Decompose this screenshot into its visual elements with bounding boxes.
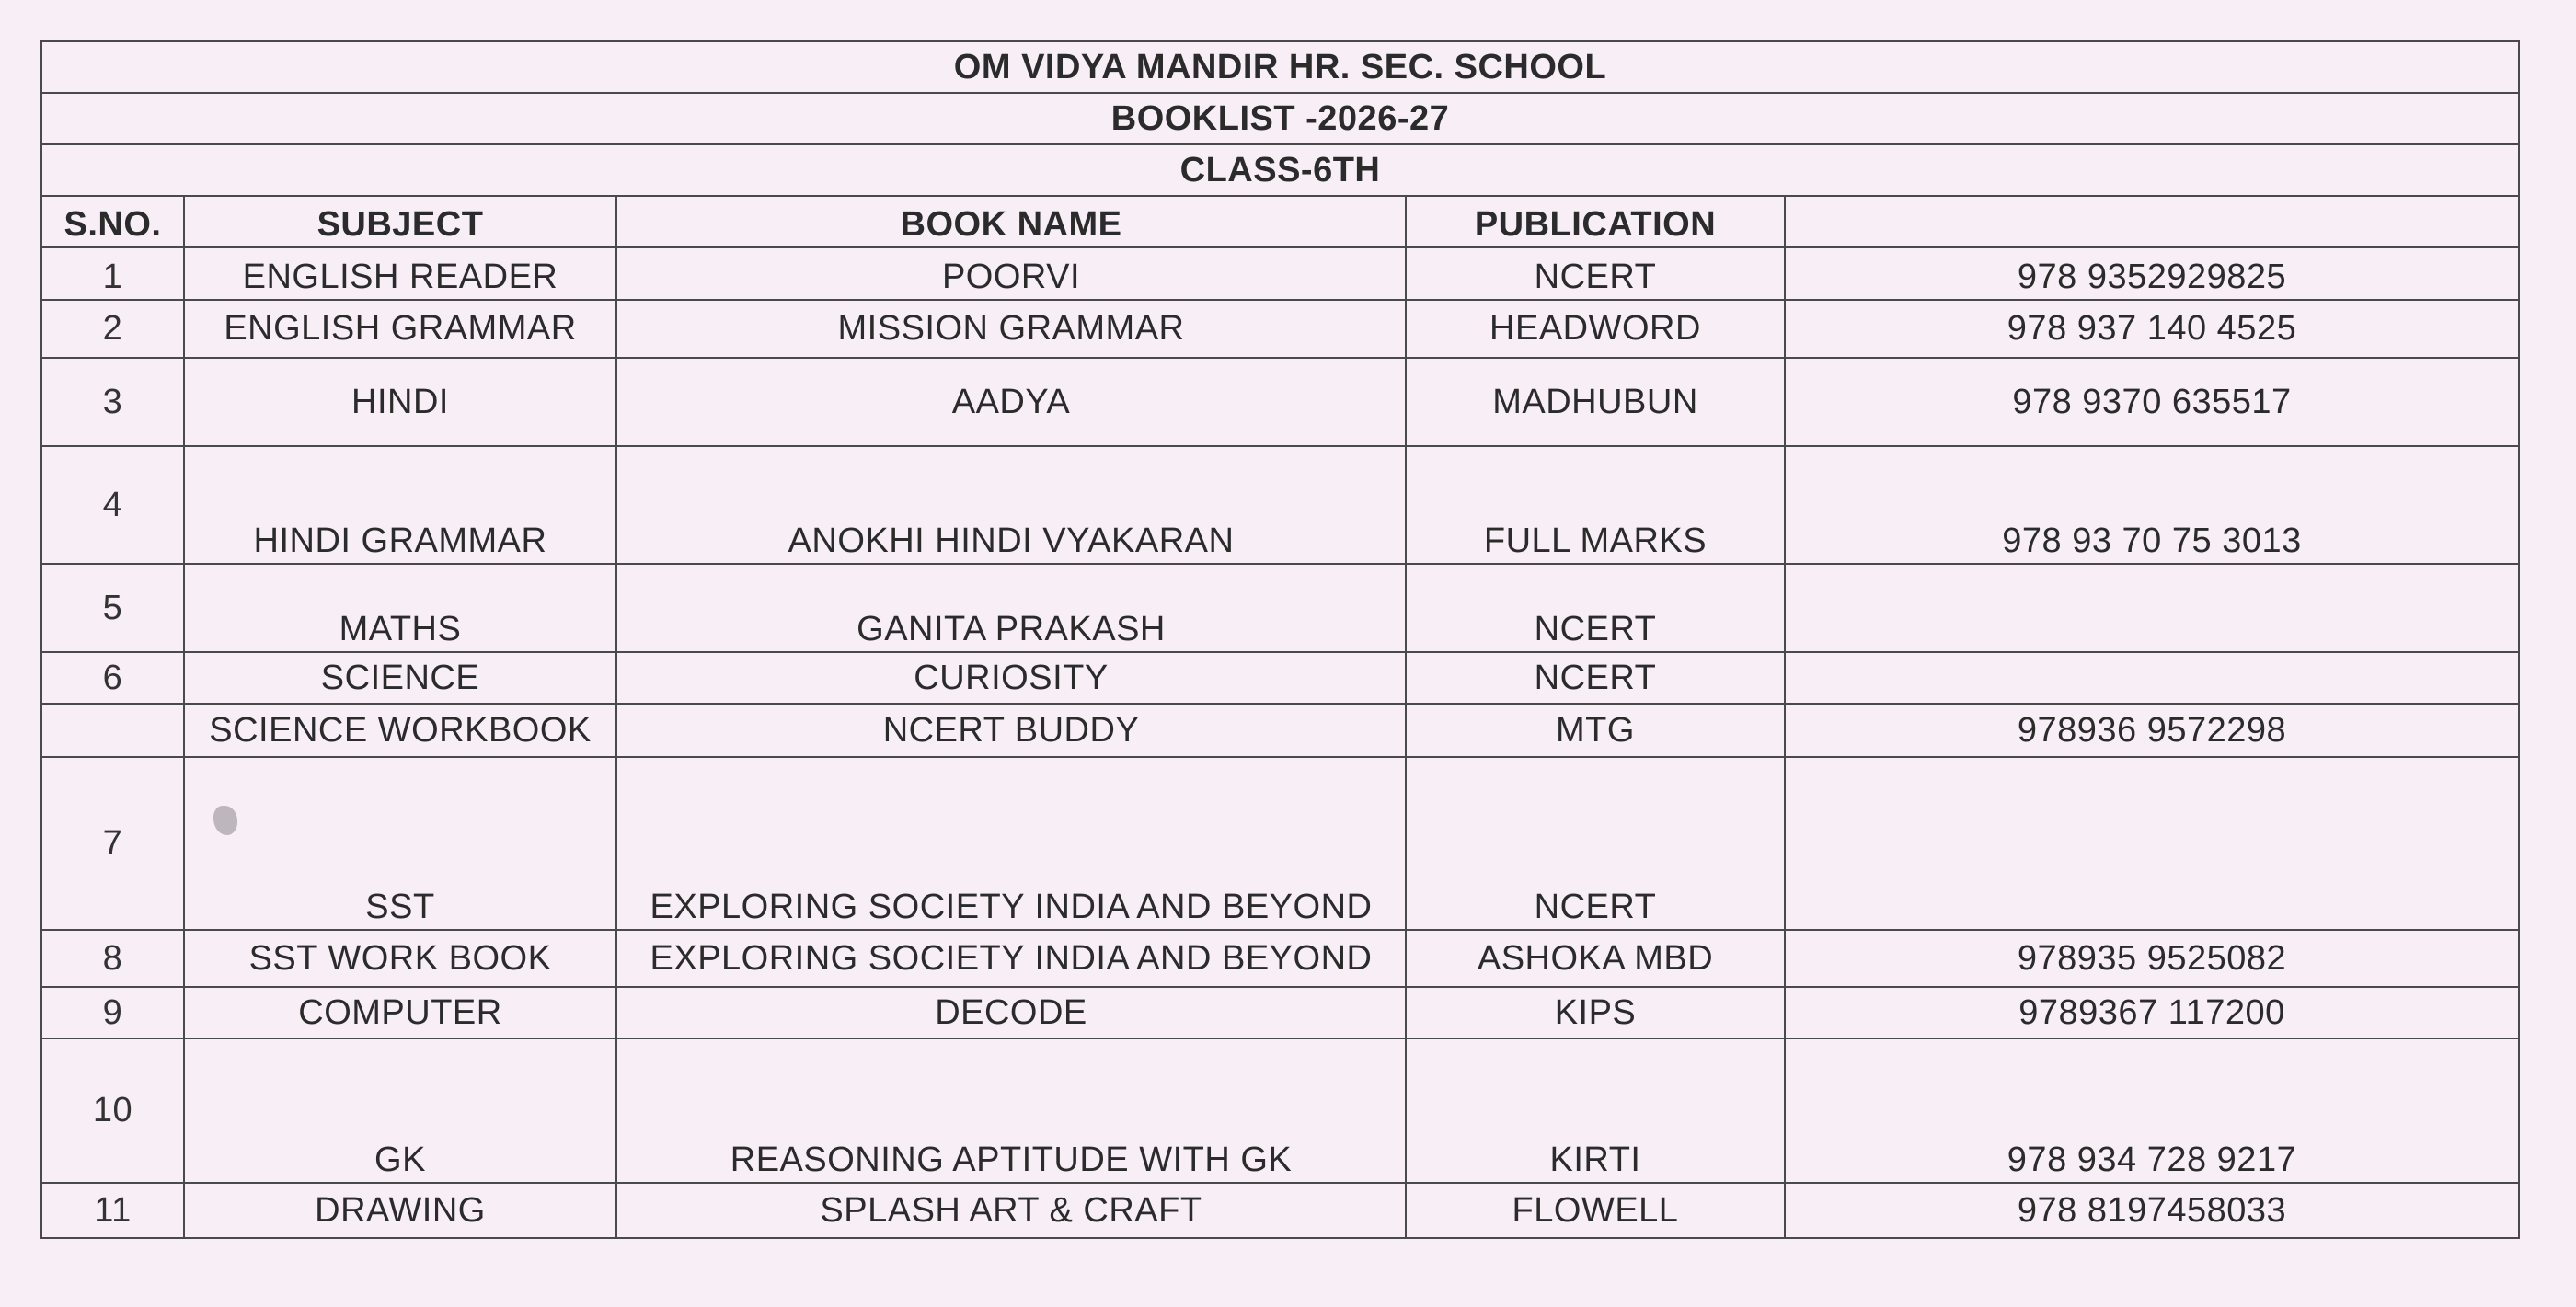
cell-publication: HEADWORD	[1406, 300, 1785, 358]
cell-publication: NCERT	[1406, 564, 1785, 652]
title-row-booklist	[41, 93, 2519, 144]
booklist-table	[40, 40, 2520, 1239]
cell-book: AADYA	[616, 358, 1406, 446]
cell-publication: FULL MARKS	[1406, 446, 1785, 564]
cell-subject: SCIENCE WORKBOOK	[184, 704, 616, 757]
table-row	[41, 564, 2519, 652]
cell-isbn: 978 937 140 4525	[1785, 300, 2519, 358]
cell-subject: SST WORK BOOK	[184, 930, 616, 987]
table-row	[41, 446, 2519, 564]
cell-isbn	[1785, 652, 2519, 704]
cell-publication: MADHUBUN	[1406, 358, 1785, 446]
cell-book: EXPLORING SOCIETY INDIA AND BEYOND	[616, 757, 1406, 930]
header-publication: PUBLICATION	[1406, 196, 1785, 247]
cell-subject: HINDI	[184, 358, 616, 446]
cell-subject: SST	[184, 757, 616, 930]
cell-isbn: 978 93 70 75 3013	[1785, 446, 2519, 564]
cell-subject: ENGLISH GRAMMAR	[184, 300, 616, 358]
cell-subject: DRAWING	[184, 1183, 616, 1238]
table-row	[41, 652, 2519, 704]
header-subject: SUBJECT	[184, 196, 616, 247]
cell-subject: GK	[184, 1038, 616, 1183]
cell-sno: 3	[41, 358, 184, 446]
table-row	[41, 987, 2519, 1038]
cell-publication: KIPS	[1406, 987, 1785, 1038]
header-book-name: BOOK NAME	[616, 196, 1406, 247]
cell-book: NCERT BUDDY	[616, 704, 1406, 757]
cell-isbn: 978936 9572298	[1785, 704, 2519, 757]
cell-sno: 5	[41, 564, 184, 652]
cell-book: DECODE	[616, 987, 1406, 1038]
cell-publication: ASHOKA MBD	[1406, 930, 1785, 987]
cell-sno	[41, 704, 184, 757]
column-header-row	[41, 196, 2519, 247]
cell-sno: 10	[41, 1038, 184, 1183]
cell-subject: HINDI GRAMMAR	[184, 446, 616, 564]
cell-isbn: 978 9352929825	[1785, 247, 2519, 300]
cell-isbn: 978 8197458033	[1785, 1183, 2519, 1238]
cell-subject: SCIENCE	[184, 652, 616, 704]
cell-isbn	[1785, 564, 2519, 652]
cell-sno: 11	[41, 1183, 184, 1238]
class-name: CLASS-6TH	[41, 144, 2519, 196]
cell-subject: MATHS	[184, 564, 616, 652]
cell-book: GANITA PRAKASH	[616, 564, 1406, 652]
booklist-sheet	[40, 40, 2518, 1239]
cell-isbn: 9789367 117200	[1785, 987, 2519, 1038]
paper-smudge	[213, 806, 237, 835]
cell-book: REASONING APTITUDE WITH GK	[616, 1038, 1406, 1183]
school-name: OM VIDYA MANDIR HR. SEC. SCHOOL	[41, 41, 2519, 93]
table-row	[41, 1038, 2519, 1183]
booklist-year: BOOKLIST -2026-27	[41, 93, 2519, 144]
table-row	[41, 1183, 2519, 1238]
table-row	[41, 930, 2519, 987]
cell-sno: 4	[41, 446, 184, 564]
cell-book: SPLASH ART & CRAFT	[616, 1183, 1406, 1238]
title-row-school	[41, 41, 2519, 93]
cell-sno: 2	[41, 300, 184, 358]
cell-publication: KIRTI	[1406, 1038, 1785, 1183]
table-row	[41, 300, 2519, 358]
cell-isbn: 978 9370 635517	[1785, 358, 2519, 446]
cell-subject: COMPUTER	[184, 987, 616, 1038]
cell-isbn: 978 934 728 9217	[1785, 1038, 2519, 1183]
cell-sno: 7	[41, 757, 184, 930]
table-row	[41, 358, 2519, 446]
table-row	[41, 704, 2519, 757]
title-row-class	[41, 144, 2519, 196]
cell-sno: 1	[41, 247, 184, 300]
table-row	[41, 757, 2519, 930]
cell-book: EXPLORING SOCIETY INDIA AND BEYOND	[616, 930, 1406, 987]
cell-isbn	[1785, 757, 2519, 930]
table-row	[41, 247, 2519, 300]
cell-sno: 8	[41, 930, 184, 987]
cell-sno: 9	[41, 987, 184, 1038]
cell-book: ANOKHI HINDI VYAKARAN	[616, 446, 1406, 564]
cell-sno: 6	[41, 652, 184, 704]
cell-publication: MTG	[1406, 704, 1785, 757]
cell-publication: NCERT	[1406, 247, 1785, 300]
header-isbn	[1785, 196, 2519, 247]
cell-publication: FLOWELL	[1406, 1183, 1785, 1238]
cell-publication: NCERT	[1406, 652, 1785, 704]
cell-isbn: 978935 9525082	[1785, 930, 2519, 987]
cell-subject: ENGLISH READER	[184, 247, 616, 300]
cell-book: MISSION GRAMMAR	[616, 300, 1406, 358]
header-sno: S.NO.	[41, 196, 184, 247]
cell-publication: NCERT	[1406, 757, 1785, 930]
cell-book: POORVI	[616, 247, 1406, 300]
cell-book: CURIOSITY	[616, 652, 1406, 704]
